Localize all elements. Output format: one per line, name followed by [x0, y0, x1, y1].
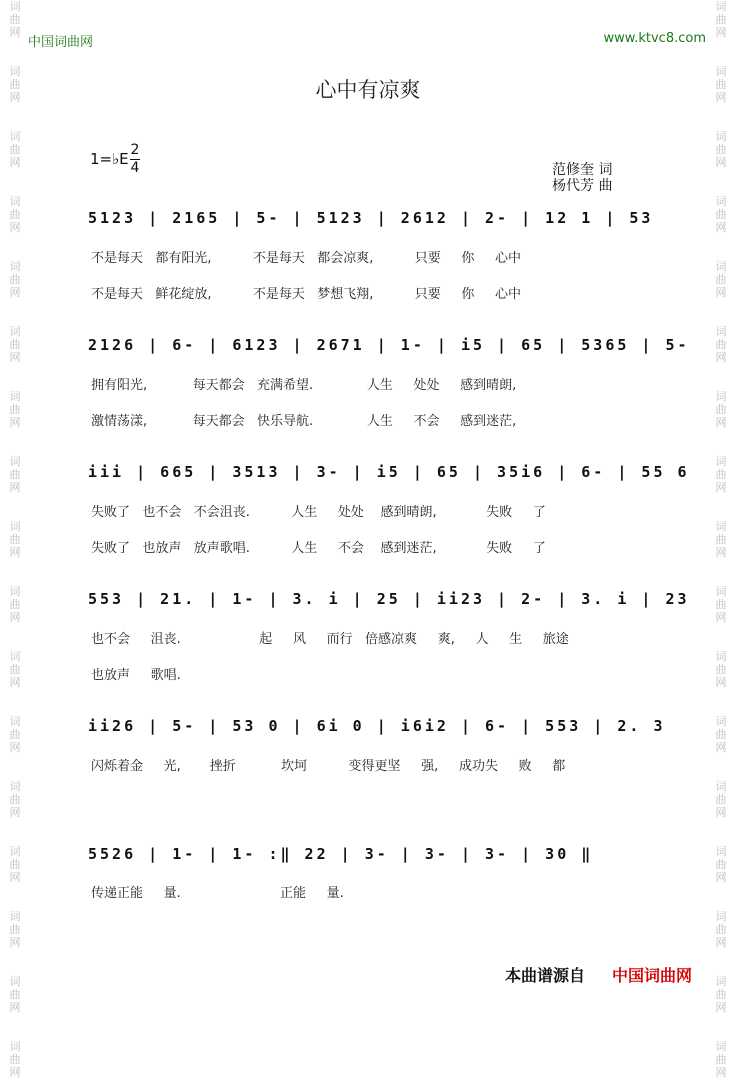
time-sig-top: 2 [130, 142, 140, 158]
notation-line-4: 553 | 21. | 1- | 3. i | 25 | ii23 | 2- | 3. i | 23 [88, 590, 690, 608]
key-signature: 1=♭E [90, 150, 129, 168]
lyric-line-4b: 也放声 歌唱. [91, 668, 181, 683]
side-watermark-right: 词 曲 网 词 曲 网 词 曲 网 词 曲 网 词 曲 网 词 曲 网 词 曲 网 词 曲 网 词 曲 网 词 曲 网 词 曲 网 词 曲 网 词 曲 网 词 曲 网 词 曲 网 词 曲 网 词 曲 网 [715, 0, 727, 1079]
time-sig-bottom: 4 [130, 160, 140, 176]
notation-line-3: iii | 665 | 3513 | 3- | i5 | 65 | 35i6 | 6- | 55 6 [88, 463, 690, 481]
notation-line-2: 2126 | 6- | 6123 | 2671 | 1- | i5 | 65 | 5365 | 5- [88, 336, 690, 354]
composer-credit: 杨代芳 曲 [552, 178, 613, 194]
song-title: 心中有凉爽 [315, 78, 421, 102]
lyric-line-2b: 激情荡漾, 每天都会 快乐导航. 人生 不会 感到迷茫, [91, 414, 517, 429]
notation-line-6: 5526 | 1- | 1- :‖ 22 | 3- | 3- | 3- | 30 ‖ [88, 845, 594, 863]
footer-site-name: 中国词曲网 [612, 966, 693, 985]
site-url-header: www.ktvc8.com [603, 31, 706, 46]
time-signature [130, 143, 140, 176]
notation-line-5: ii26 | 5- | 53 0 | 6i 0 | i6i2 | 6- | 553 | 2. 3 [88, 717, 666, 735]
footer-source-label: 本曲谱源自 [505, 966, 586, 985]
lyricist-credit: 范修奎 词 [552, 162, 613, 178]
lyric-line-6a: 传递正能 量. 正能 量. [91, 886, 344, 901]
lyric-line-1b: 不是每天 鲜花绽放, 不是每天 梦想飞翔, 只要 你 心中 [91, 287, 522, 302]
site-name-header: 中国词曲网 [28, 35, 94, 50]
side-watermark-left: 词 曲 网 词 曲 网 词 曲 网 词 曲 网 词 曲 网 词 曲 网 词 曲 网 词 曲 网 词 曲 网 词 曲 网 词 曲 网 词 曲 网 词 曲 网 词 曲 网 词 曲 网 词 曲 网 词 曲 网 [9, 0, 21, 1079]
lyric-line-3b: 失败了 也放声 放声歌唱. 人生 不会 感到迷茫, 失败 了 [91, 541, 546, 556]
credits [552, 162, 612, 194]
lyric-line-1a: 不是每天 都有阳光, 不是每天 都会凉爽, 只要 你 心中 [91, 251, 522, 266]
lyric-line-4a: 也不会 沮丧. 起 风 而行 倍感凉爽 爽, 人 生 旅途 [91, 632, 569, 647]
notation-line-1: 5123 | 2165 | 5- | 5123 | 2612 | 2- | 12 1 | 53 [88, 209, 654, 227]
lyric-line-2a: 拥有阳光, 每天都会 充满希望. 人生 处处 感到晴朗, [91, 378, 517, 393]
lyric-line-3a: 失败了 也不会 不会沮丧. 人生 处处 感到晴朗, 失败 了 [91, 505, 546, 520]
lyric-line-5a: 闪烁着金 光, 挫折 坎坷 变得更坚 强, 成功失 败 都 [91, 759, 566, 774]
